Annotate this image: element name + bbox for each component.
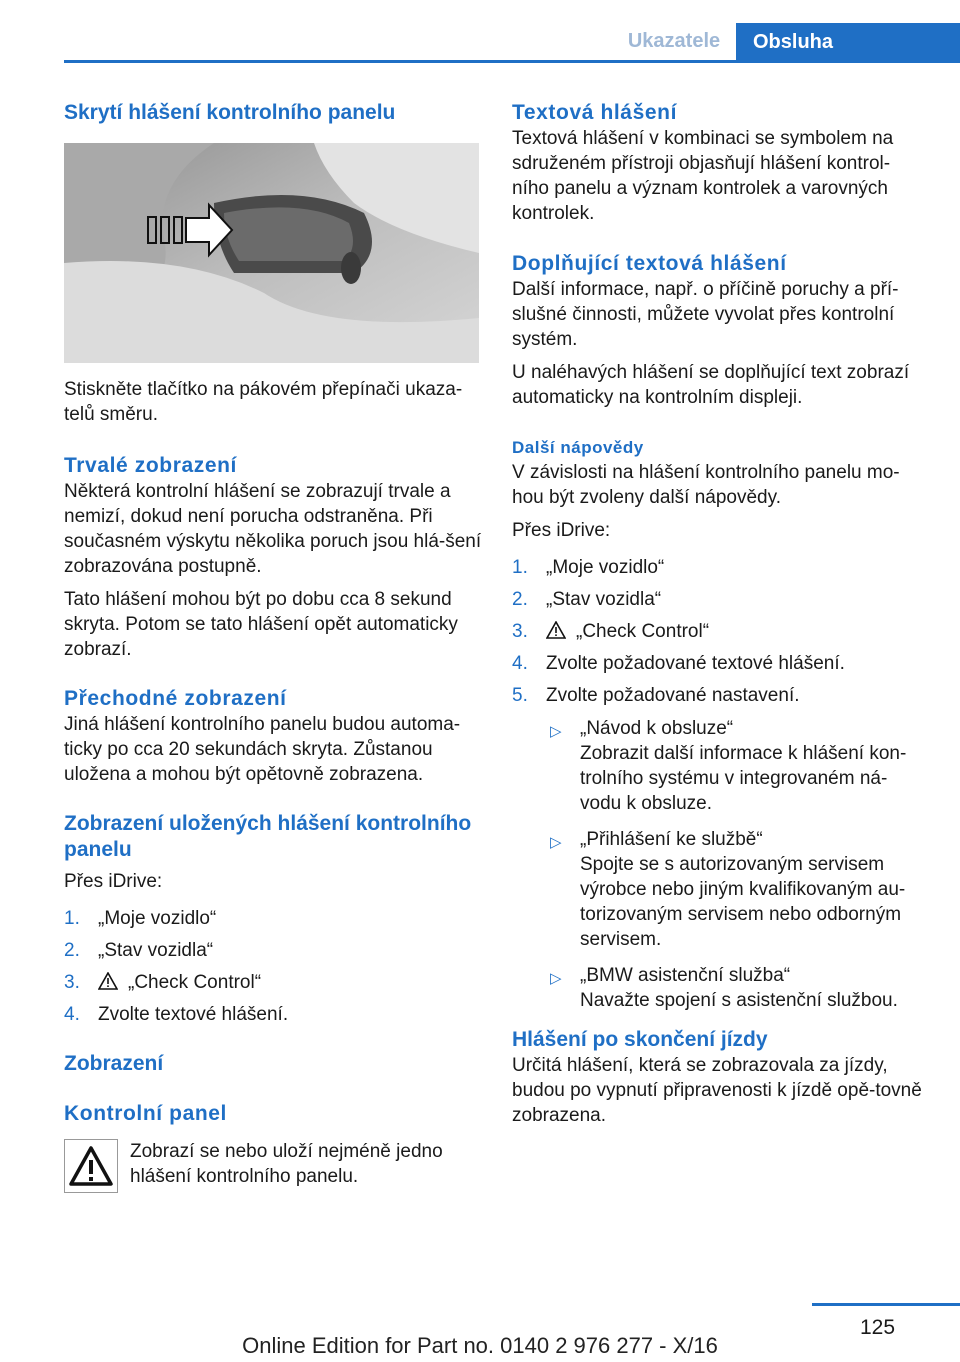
tab-obsluha[interactable]: Obsluha (736, 23, 960, 63)
list-item: 2. „Stav vozidla“ (512, 589, 662, 610)
doplnujici-paragraph-2: U naléhavých hlášení se doplňující text zobrazí automaticky na kontrolním displeji. (512, 362, 910, 408)
list-item: 3. „Check Control“ (512, 621, 710, 642)
photo-caption: Stiskněte tlačítko na pákovém přepínači ukaza-telů směru. (64, 379, 463, 425)
list-item: 4. Zvolte textové hlášení. (64, 1004, 289, 1025)
triangle-bullet-icon: ▷ (550, 834, 562, 851)
pres-idrive-left: Přes iDrive: (64, 871, 163, 892)
heading-skonceni: Hlášení po skončení jízdy (512, 1028, 768, 1051)
header-rule (64, 60, 960, 63)
edition-footer: Online Edition for Part no. 0140 2 976 277 - X/16 (242, 1333, 718, 1358)
warning-triangle-icon (546, 621, 566, 639)
kontrolni-paragraph: Zobrazí se nebo uloží nejméně jedno hlášení kontrolního panelu. (130, 1141, 443, 1187)
list-item: 2. „Stav vozidla“ (64, 940, 214, 961)
triangle-bullet-icon: ▷ (550, 723, 562, 740)
warning-note (64, 1139, 482, 1193)
heading-textova: Textová hlášení (512, 101, 678, 124)
prechodne-paragraph: Jiná hlášení kontrolního panelu budou automa-ticky po cca 20 sekundách skryta. Zůstanou uložena a mohou být opětovně zobrazena. (64, 714, 461, 785)
right-column (512, 100, 926, 1128)
left-column (64, 100, 482, 1193)
page-number: 125 (860, 1316, 896, 1339)
tab-ukazatele[interactable]: Ukazatele (627, 30, 721, 52)
sub-options-list (546, 716, 926, 1013)
sub-item: ▷ „BMW asistenční služba“ Navažte spojení s asistenční službou. (550, 965, 898, 1011)
right-steps-list (512, 555, 926, 1013)
list-item: 1. „Moje vozidlo“ (64, 908, 217, 929)
heading-kontrolni-panel: Kontrolní panel (64, 1102, 227, 1125)
heading-zobrazeni: Zobrazení (64, 1052, 164, 1075)
list-item: 3. „Check Control“ (64, 972, 262, 993)
triangle-bullet-icon: ▷ (550, 970, 562, 987)
heading-trvale: Trvalé zobrazení (64, 454, 237, 477)
left-steps-list (64, 906, 482, 1027)
heading-napovedy: Další nápovědy (512, 438, 644, 457)
stalk-button-photo (64, 143, 479, 363)
list-item: 4. Zvolte požadované textové hlášení. (512, 653, 845, 674)
skonceni-paragraph: Určitá hlášení, která se zobrazovala za jízdy, budou po vypnutí připravenosti k jízdě opě-tovně zobrazena. (512, 1055, 922, 1126)
list-item: 1. „Moje vozidlo“ (512, 557, 665, 578)
pres-idrive-right: Přes iDrive: (512, 520, 611, 541)
heading-prechodne: Přechodné zobrazení (64, 687, 287, 710)
heading-ulozenych: Zobrazení uložených hlášení kontrolního panelu (64, 812, 472, 861)
textova-paragraph: Textová hlášení v kombinaci se symbolem na sdruženém přístroji objasňují hlášení kontrol-ního panelu a význam kontrolek a varovných kontrolek. (512, 128, 894, 224)
footer-rule (812, 1303, 960, 1306)
trvale-paragraph-1: Některá kontrolní hlášení se zobrazují trvale a nemizí, dokud není porucha odstraněna. Při současném výskytu několika poruch jsou hlá-šení zobrazována postupně. (64, 481, 482, 577)
sub-item: ▷ „Návod k obsluze“ Zobrazit další informace k hlášení kon-trolního systému v integrovaném ná-vodu k obsluze. (550, 718, 907, 814)
sub-item: ▷ „Přihlášení ke službě“ Spojte se s autorizovaným servisem výrobce nebo jiným kvalifikovaným au-torizovaným servisem nebo odborným servisem. (550, 829, 906, 950)
warning-triangle-icon (65, 1140, 117, 1192)
doplnujici-paragraph-1: Další informace, např. o příčině poruchy a pří-slušné činnosti, můžete vyvolat přes kontrolní systém. (512, 279, 899, 350)
warning-box (64, 1139, 118, 1193)
section-title-hide: Skrytí hlášení kontrolního panelu (64, 101, 396, 124)
napovedy-paragraph: V závislosti na hlášení kontrolního panelu mo-hou být zvoleny další nápovědy. (512, 462, 900, 508)
warning-triangle-icon (98, 972, 118, 990)
trvale-paragraph-2: Tato hlášení mohou být po dobu cca 8 sekund skryta. Potom se tato hlášení opět automaticky zobrazí. (64, 589, 458, 660)
list-item: 5. Zvolte požadované nastavení. ▷ „Návod k obsluze“ Zobrazit další informace k hlášení kon-trolního systému v integrovaném ná-vodu k obsluze. ▷ „Přihlášení ke službě“ Spojte se s autorizovaným servisem výrobce nebo jiným kvalifikovaným au-torizovaným servisem nebo odborným servisem. ▷ „BMW asistenční služba“ Navažte spojení s asistenční službou. (512, 683, 926, 1013)
heading-doplnujici: Doplňující textová hlášení (512, 252, 787, 275)
